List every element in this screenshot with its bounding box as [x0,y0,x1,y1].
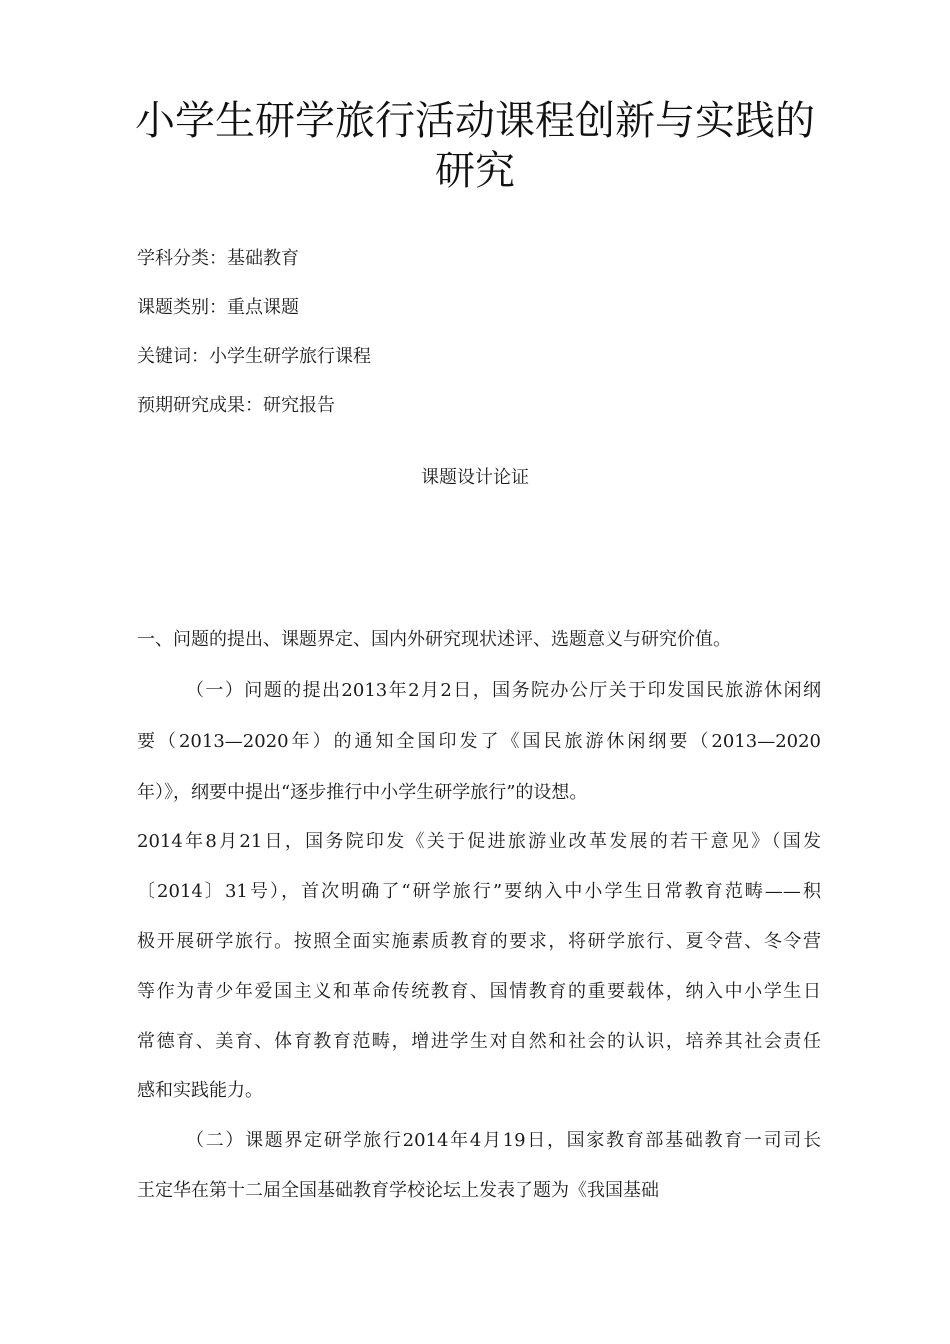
section-title: 课题设计论证 [421,467,529,488]
paragraph-2-line-2: 〔2014〕31号），首次明确了“研学旅行”要纳入中小学生日常教育范畴——积 [137,881,821,902]
paragraph-1-line-1: （一）问题的提出2013年2月2日，国务院办公厅关于印发国民旅游休闲纲 [186,680,821,701]
document-title-line-2: 研究 [435,148,515,194]
paragraph-2-line-4: 等作为青少年爱国主义和革命传统教育、国情教育的重要载体，纳入中小学生日 [137,981,821,1002]
paragraph-1-line-2: 要（2013—2020年）的通知全国印发了《国民旅游休闲纲要（2013—2020 [137,731,821,752]
paragraph-2-line-6: 感和实践能力。 [137,1080,263,1101]
paragraph-2-line-1: 2014年8月21日，国务院印发《关于促进旅游业改革发展的若干意见》（国发 [137,831,821,852]
meta-category: 课题类别：重点课题 [137,297,299,318]
paragraph-2-line-3: 极开展研学旅行。按照全面实施素质教育的要求，将研学旅行、夏令营、冬令营 [137,931,821,952]
meta-outcome: 预期研究成果：研究报告 [137,395,335,416]
paragraph-2-line-5: 常德育、美育、体育教育范畴，增进学生对自然和社会的认识，培养其社会责任 [137,1031,821,1052]
meta-keywords: 关键词：小学生研学旅行课程 [137,346,371,367]
document-title-line-1: 小学生研学旅行活动课程创新与实践的 [135,98,815,144]
heading-1: 一、问题的提出、课题界定、国内外研究现状述评、选题意义与研究价值。 [137,629,731,650]
paragraph-3-line-1: （二）课题界定研学旅行2014年4月19日，国家教育部基础教育一司司长 [186,1130,821,1151]
paragraph-1-line-3: 年）》，纲要中提出“逐步推行中小学生研学旅行”的设想。 [137,782,588,803]
meta-subject: 学科分类：基础教育 [137,248,299,269]
paragraph-3-line-2: 王定华在第十二届全国基础教育学校论坛上发表了题为《我国基础 [137,1180,659,1201]
